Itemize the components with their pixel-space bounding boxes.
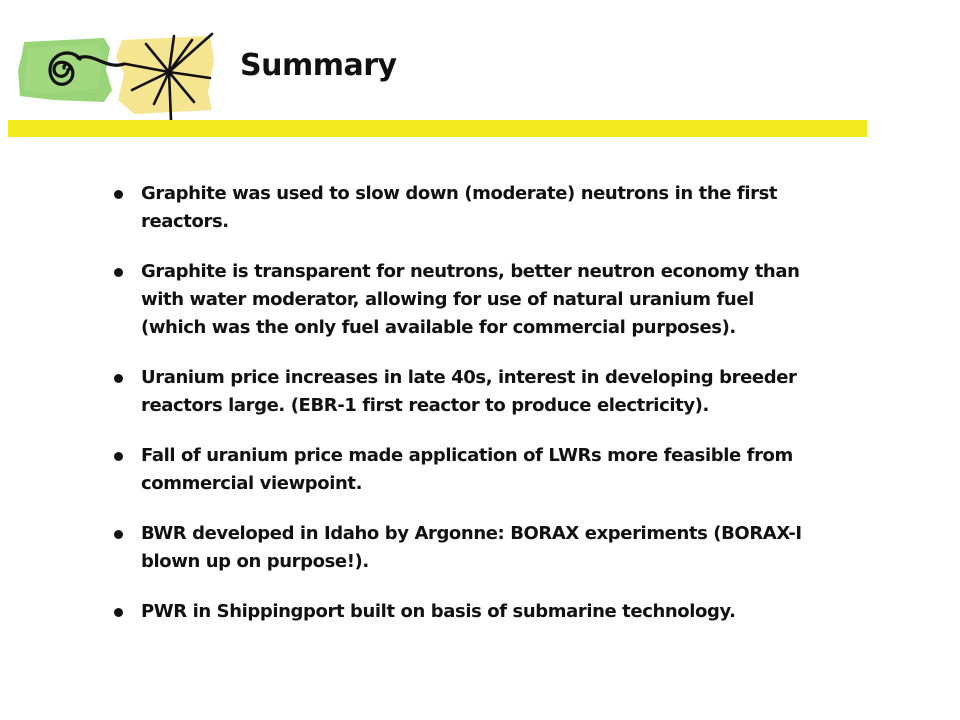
bullet-text: Graphite is transparent for neutrons, better neutron economy than with water moderator, allowing for use of natural uranium fuel (which was the only fuel available for commercial purposes). <box>141 261 800 338</box>
bullet-text: Fall of uranium price made application of LWRs more feasible from commercial viewpoint. <box>141 445 793 494</box>
bullet-dot-icon <box>114 530 123 539</box>
slide-title: Summary <box>240 48 397 83</box>
bullet-item <box>110 520 810 576</box>
bullet-text: Uranium price increases in late 40s, interest in developing breeder reactors large. (EBR-1 first reactor to produce electricity). <box>141 367 797 416</box>
bullet-item <box>110 180 810 236</box>
bullet-dot-icon <box>114 374 123 383</box>
title-underline-bar <box>8 120 867 137</box>
bullet-list <box>110 180 810 648</box>
bullet-item <box>110 258 810 342</box>
bullet-dot-icon <box>114 452 123 461</box>
bullet-text: BWR developed in Idaho by Argonne: BORAX experiments (BORAX-I blown up on purpose!). <box>141 523 802 572</box>
bullet-text: PWR in Shippingport built on basis of submarine technology. <box>141 601 736 622</box>
bullet-dot-icon <box>114 190 123 199</box>
bullet-item <box>110 598 810 626</box>
bullet-text: Graphite was used to slow down (moderate) neutrons in the first reactors. <box>141 183 778 232</box>
bullet-dot-icon <box>114 268 123 277</box>
bullet-dot-icon <box>114 608 123 617</box>
bullet-item <box>110 364 810 420</box>
logo <box>14 30 219 125</box>
bullet-item <box>110 442 810 498</box>
